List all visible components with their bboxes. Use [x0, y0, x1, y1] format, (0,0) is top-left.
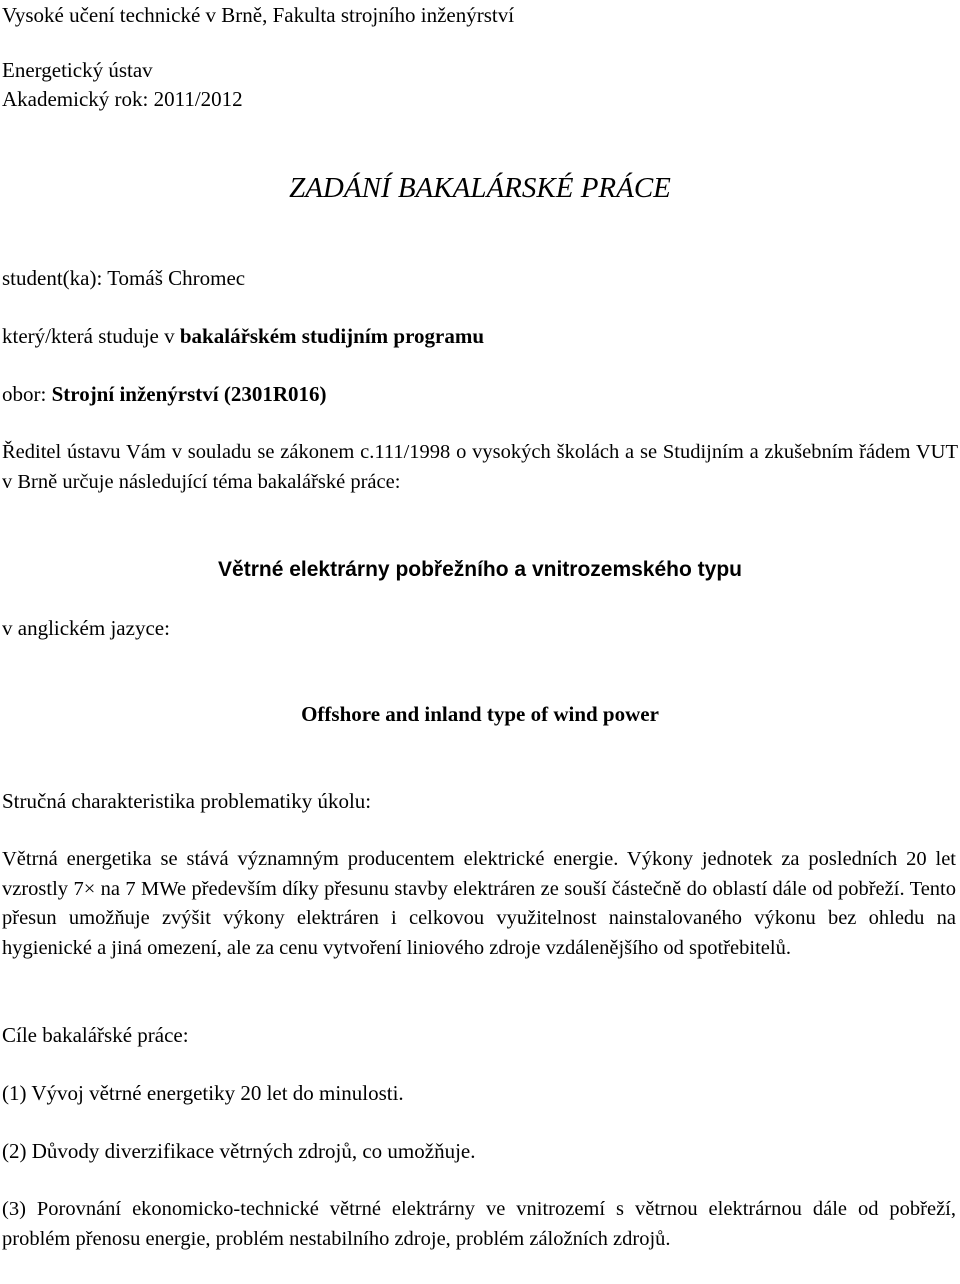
goal-item-2: (2) Důvody diverzifikace větrných zdrojů, co umožňuje.	[2, 1139, 476, 1163]
field-line	[2, 380, 327, 408]
directive-paragraph: Ředitel ústavu Vám v souladu se zákonem c.111/1998 o vysokých školách a se Studijním a zkušebním řádem VUT v Brně určuje následující téma bakalářské práce:	[2, 441, 958, 493]
topic-en-text: Offshore and inland type of wind power	[301, 702, 659, 726]
characteristics-paragraph: Větrná energetika se stává významným producentem elektrické energie. Výkony jednotek za posledních 20 let vzrostly 7× na 7 MWe především díky přesunu stavby elektráren ze souší částečně do oblastí dále od pobřeží. Tento přesun umožňuje zvýšit výkony elektráren i celkovou využitelnost nainstalovaného výkonu bez ohledu na hygienické a jiná omezení, ale za cenu vytvoření liniového zdroje vzdálenějšího od spotřebitelů.	[2, 848, 956, 959]
english-label: v anglickém jazyce:	[2, 616, 170, 640]
institute-line: Energetický ústav	[2, 58, 153, 82]
goals-label: Cíle bakalářské práce:	[2, 1023, 189, 1047]
goal-item-3: (3) Porovnání ekonomicko-technické větrné elektrárny ve vnitrozemí s větrnou elektrárnou dále od pobřeží, problém přenosu energie, problém nestabilního zdroje, problém záložních zdrojů.	[2, 1198, 956, 1250]
topic-cz-text: Větrné elektrárny pobřežního a vnitrozemského typu	[218, 558, 742, 581]
field-name: Strojní inženýrství (2301R016)	[51, 382, 327, 406]
topic-en	[0, 700, 960, 728]
academic-year-line: Akademický rok: 2011/2012	[2, 87, 243, 111]
student-label: student(ka):	[2, 266, 103, 290]
goal-item-1: (1) Vývoj větrné energetiky 20 let do minulosti.	[2, 1081, 404, 1105]
field-label: obor:	[2, 382, 47, 406]
programme-line	[2, 322, 484, 350]
document-title	[0, 170, 960, 206]
student-name: Tomáš Chromec	[107, 266, 246, 290]
characteristics-label: Stručná charakteristika problematiky úkolu:	[2, 789, 372, 813]
document-title-text: ZADÁNÍ BAKALÁRSKÉ PRÁCE	[289, 172, 671, 204]
programme-prefix: který/která studuje v	[2, 324, 175, 348]
institution-line: Vysoké učení technické v Brně, Fakulta strojního inženýrství	[2, 3, 515, 27]
student-line	[2, 264, 245, 292]
topic-cz	[0, 556, 960, 584]
programme-name: bakalářském studijním programu	[179, 324, 485, 348]
